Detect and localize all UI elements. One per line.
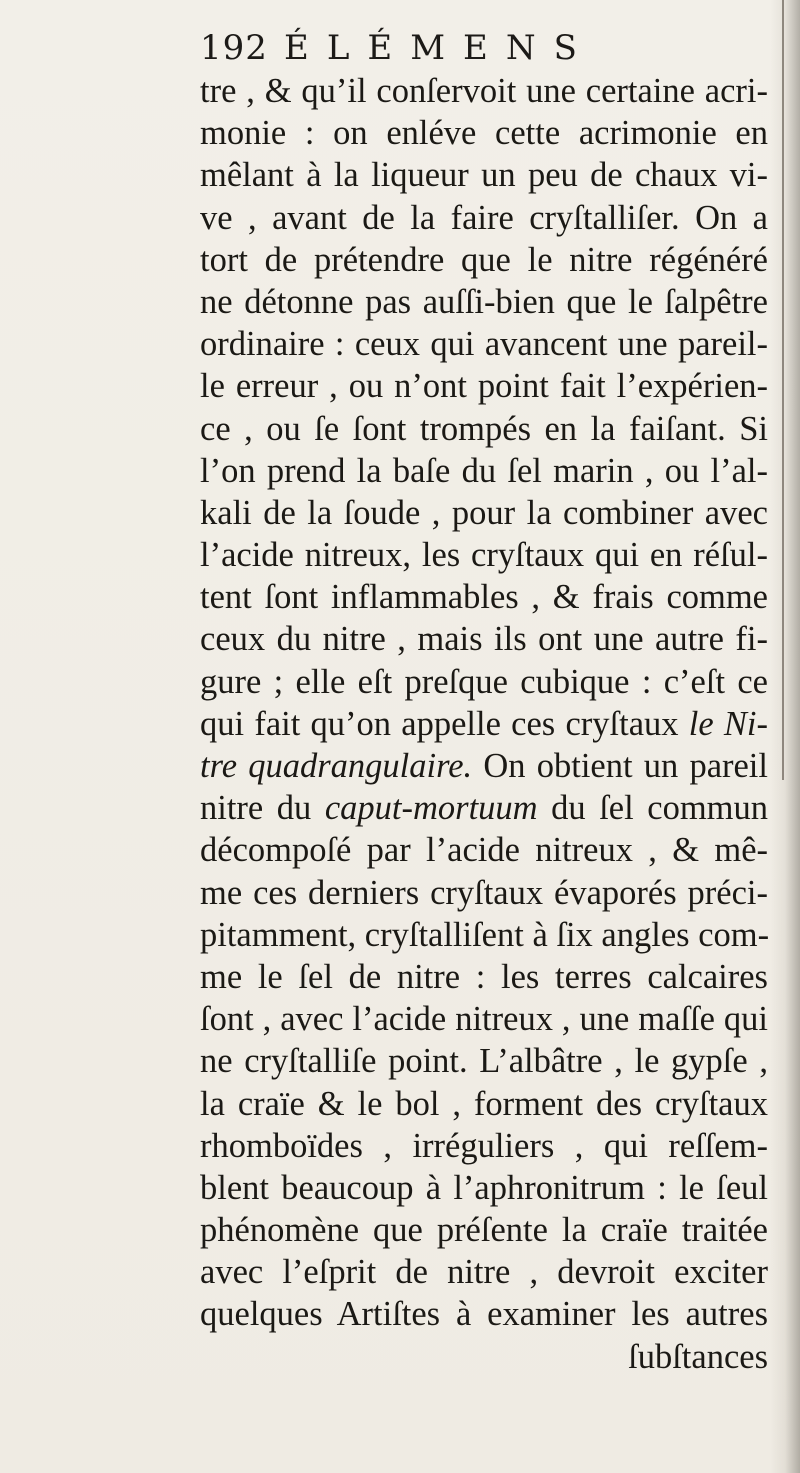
- roman-text: nitre du: [200, 789, 325, 828]
- text-line: l’on prend la baſe du ſel marin , ou l’al-: [200, 451, 768, 490]
- catchword: ſubſtances: [628, 1337, 768, 1376]
- text-line: le erreur , ou n’ont point fait l’expérien-: [200, 367, 768, 406]
- text-line: ordinaire : ceux qui avancent une pareil-: [200, 325, 768, 364]
- text-line: avec l’eſprit de nitre , devroit exciter: [200, 1253, 768, 1292]
- text-line-with-italic: [200, 703, 768, 745]
- text-line: pitamment, cryſtalliſent à ſix angles com-: [200, 915, 770, 954]
- text-line-with-italic: [200, 745, 768, 787]
- italic-text: tre quadrangulaire.: [200, 747, 473, 785]
- text-line: ceux du nitre , mais ils ont une autre fi-: [200, 620, 768, 659]
- text-line: gure ; elle eſt preſque cubique : c’eſt ce: [200, 662, 768, 701]
- text-line: la craïe & le bol , forment des cryſtaux: [200, 1084, 768, 1123]
- text-line: me le ſel de nitre : les terres calcaires: [200, 957, 768, 996]
- text-line: blent beaucoup à l’aphronitrum : le ſeul: [200, 1168, 768, 1207]
- text-line: phénomène que préſente la craïe traitée: [200, 1211, 768, 1250]
- text-line: ne détonne pas auſſi-bien que le ſalpêtre: [200, 282, 768, 321]
- text-line: monie : on enléve cette acrimonie en: [200, 114, 768, 153]
- text-line: ce , ou ſe ſont trompés en la faiſant. Si: [200, 409, 768, 448]
- page-edge-shadow: [782, 0, 784, 780]
- text-line: ſont , avec l’acide nitreux , une maſſe qui: [200, 1000, 768, 1039]
- italic-text: caput-mortuum: [324, 789, 538, 828]
- text-line: tre , & qu’il conſervoit une certaine acri-: [200, 72, 768, 110]
- roman-text: qui fait qu’on appelle ces cryſtaux: [200, 704, 689, 743]
- text-line: rhomboïdes , irréguliers , qui reſſem-: [200, 1126, 768, 1165]
- italic-text: le Ni-: [688, 704, 769, 743]
- text-line: mêlant à la liqueur un peu de chaux vi-: [200, 156, 768, 195]
- text-line: kali de la ſoude , pour la combiner avec: [200, 493, 768, 532]
- text-line: ne cryſtalliſe point. L’albâtre , le gypſe ,: [200, 1042, 768, 1081]
- text-line: ve , avant de la faire cryſtalliſer. On a: [200, 198, 768, 237]
- text-line: décompoſé par l’acide nitreux , & mê-: [200, 831, 768, 870]
- text-line: tent ſont inflammables , & frais comme: [200, 578, 768, 617]
- body-text: [200, 70, 768, 1378]
- page-number: 192: [200, 28, 268, 68]
- text-line: me ces derniers cryſtaux évaporés préci-: [200, 873, 768, 912]
- text-line: l’acide nitreux, les cryſtaux qui en réſul-: [200, 536, 768, 575]
- text-line: quelques Artiſtes à examiner les autres: [200, 1295, 768, 1334]
- running-head: ÉLÉMENS: [284, 28, 595, 68]
- text-line-with-italic: [200, 787, 768, 829]
- roman-text: On obtient un pareil: [472, 747, 768, 785]
- roman-text: du ſel commun: [537, 789, 768, 828]
- text-line: tort de prétendre que le nitre régénéré: [200, 240, 768, 279]
